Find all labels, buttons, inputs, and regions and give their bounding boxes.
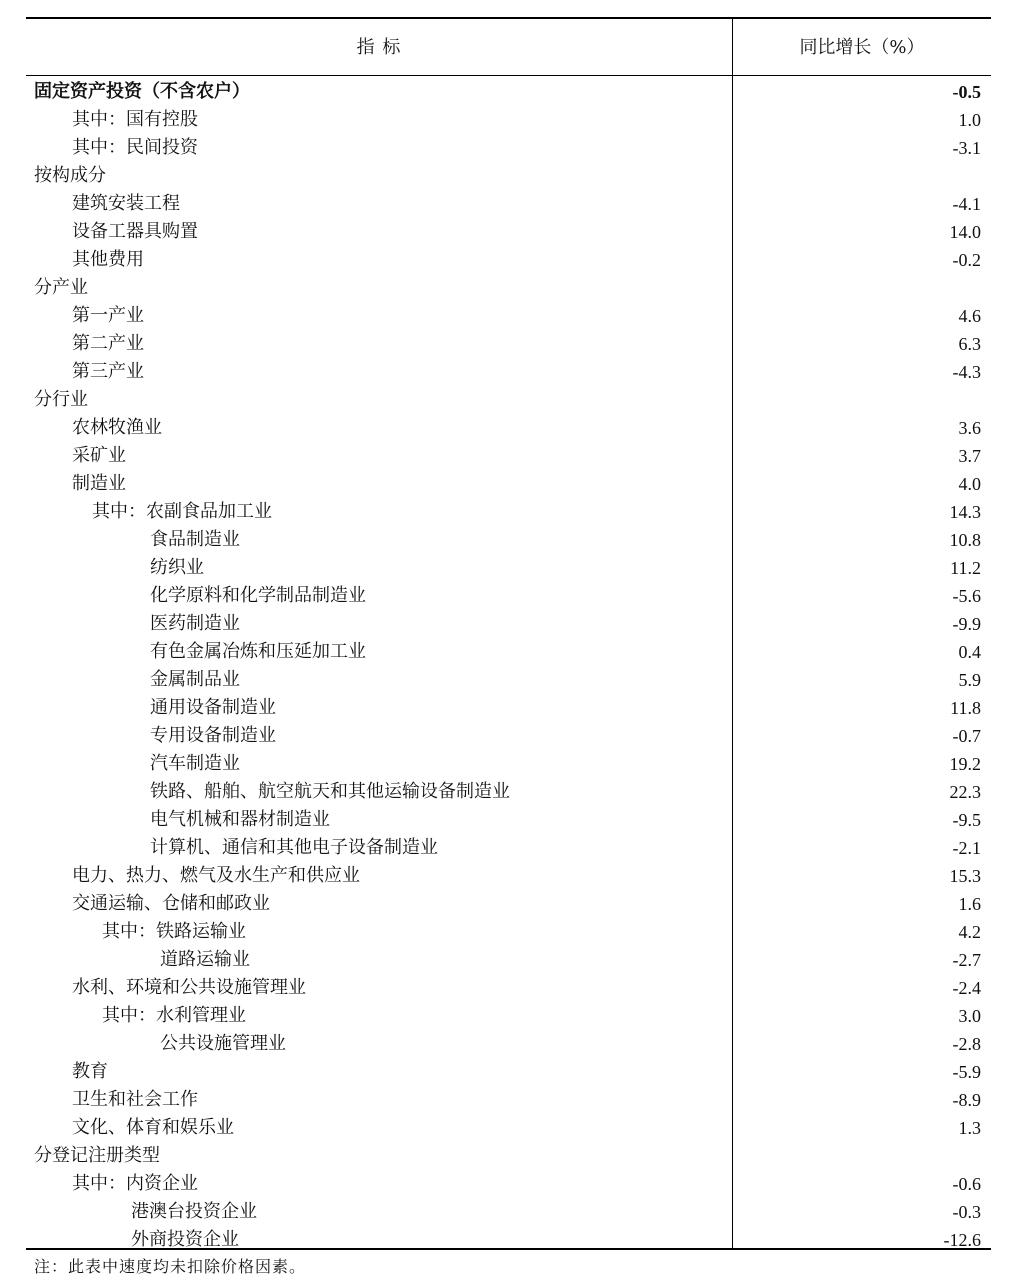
- table-row: [26, 470, 991, 498]
- table-row: [26, 862, 991, 890]
- row-label: 其中：国有控股: [72, 109, 198, 130]
- row-label: 第三产业: [72, 361, 144, 382]
- row-value: -2.1: [952, 838, 981, 858]
- row-value: 4.0: [958, 474, 981, 494]
- row-value: 4.2: [958, 922, 981, 942]
- row-value: 10.8: [949, 530, 981, 550]
- row-value: -5.9: [952, 1062, 981, 1082]
- row-value: 14.0: [949, 222, 981, 242]
- row-label: 其他费用: [72, 249, 144, 270]
- row-value: -2.8: [952, 1034, 981, 1054]
- row-label: 汽车制造业: [150, 753, 240, 774]
- row-label: 医药制造业: [150, 613, 240, 634]
- row-label: 道路运输业: [160, 949, 250, 970]
- table-row: [26, 246, 991, 274]
- table-row: [26, 638, 991, 666]
- table-row: [26, 890, 991, 918]
- table-row: [26, 974, 991, 1002]
- table-row: [26, 1030, 991, 1058]
- table-row: [26, 1170, 991, 1198]
- table-row: [26, 1002, 991, 1030]
- table-row: [26, 1142, 991, 1170]
- row-value: 3.0: [958, 1006, 981, 1026]
- table-body: [26, 78, 991, 1254]
- row-label: 外商投资企业: [131, 1229, 239, 1250]
- table-row: [26, 610, 991, 638]
- row-value: -2.7: [952, 950, 981, 970]
- row-value: -12.6: [943, 1230, 981, 1250]
- table-row: [26, 1226, 991, 1254]
- row-label: 设备工器具购置: [72, 221, 198, 242]
- row-value: 11.2: [950, 558, 981, 578]
- row-value: -4.3: [952, 362, 981, 382]
- table-row: [26, 190, 991, 218]
- table-row: [26, 218, 991, 246]
- row-label: 第一产业: [72, 305, 144, 326]
- row-label: 水利、环境和公共设施管理业: [72, 977, 306, 998]
- row-label: 其中：铁路运输业: [102, 921, 246, 942]
- row-label: 农林牧渔业: [72, 417, 162, 438]
- row-value: 3.6: [958, 418, 981, 438]
- row-value: -9.5: [952, 810, 981, 830]
- table-row: [26, 526, 991, 554]
- table-row: [26, 386, 991, 414]
- row-value: -0.2: [952, 250, 981, 270]
- table-row: [26, 330, 991, 358]
- table-row: [26, 582, 991, 610]
- table-row: [26, 134, 991, 162]
- table-row: [26, 1086, 991, 1114]
- table-row: [26, 162, 991, 190]
- row-value: 19.2: [949, 754, 981, 774]
- row-label: 卫生和社会工作: [72, 1089, 198, 1110]
- header-indicator: 指 标: [356, 37, 402, 58]
- table-row: [26, 918, 991, 946]
- table-row: [26, 554, 991, 582]
- table-row: [26, 694, 991, 722]
- row-value: 5.9: [958, 670, 981, 690]
- row-label: 电力、热力、燃气及水生产和供应业: [72, 865, 360, 886]
- row-label: 文化、体育和娱乐业: [72, 1117, 234, 1138]
- row-value: -3.1: [952, 138, 981, 158]
- row-label: 化学原料和化学制品制造业: [150, 585, 366, 606]
- table-row: [26, 414, 991, 442]
- row-value: 11.8: [950, 698, 981, 718]
- row-label: 专用设备制造业: [150, 725, 276, 746]
- row-value: 1.3: [958, 1118, 981, 1138]
- row-label: 固定资产投资（不含农户）: [34, 81, 250, 102]
- table-row: [26, 1058, 991, 1086]
- row-label: 其中：内资企业: [72, 1173, 198, 1194]
- row-value: -8.9: [952, 1090, 981, 1110]
- row-value: -0.5: [952, 82, 981, 102]
- investment-table: [26, 17, 991, 1250]
- table-row: [26, 1198, 991, 1226]
- row-value: -4.1: [952, 194, 981, 214]
- row-label: 电气机械和器材制造业: [150, 809, 330, 830]
- row-label: 教育: [72, 1061, 108, 1082]
- table-row: [26, 274, 991, 302]
- row-value: 14.3: [949, 502, 981, 522]
- row-value: 15.3: [949, 866, 981, 886]
- row-value: -0.3: [952, 1202, 981, 1222]
- table-row: [26, 834, 991, 862]
- row-label: 金属制品业: [150, 669, 240, 690]
- row-label: 制造业: [72, 473, 126, 494]
- table-row: [26, 302, 991, 330]
- row-label: 通用设备制造业: [150, 697, 276, 718]
- table-row: [26, 806, 991, 834]
- row-value: -2.4: [952, 978, 981, 998]
- row-label: 分登记注册类型: [34, 1145, 160, 1166]
- table-row: [26, 442, 991, 470]
- row-value: 6.3: [958, 334, 981, 354]
- row-value: 0.4: [958, 642, 981, 662]
- row-label: 建筑安装工程: [72, 193, 180, 214]
- row-label: 其中：民间投资: [72, 137, 198, 158]
- row-label: 第二产业: [72, 333, 144, 354]
- row-label: 交通运输、仓储和邮政业: [72, 893, 270, 914]
- row-value: 4.6: [958, 306, 981, 326]
- row-label: 其中：水利管理业: [102, 1005, 246, 1026]
- row-label: 有色金属冶炼和压延加工业: [150, 641, 366, 662]
- table-header: [26, 19, 991, 76]
- row-value: -9.9: [952, 614, 981, 634]
- table-row: [26, 358, 991, 386]
- row-label: 分行业: [34, 389, 88, 410]
- row-label: 采矿业: [72, 445, 126, 466]
- row-value: 1.0: [958, 110, 981, 130]
- table-row: [26, 722, 991, 750]
- row-label: 公共设施管理业: [160, 1033, 286, 1054]
- row-value: -0.6: [952, 1174, 981, 1194]
- table-row: [26, 946, 991, 974]
- row-label: 铁路、船舶、航空航天和其他运输设备制造业: [150, 781, 510, 802]
- header-growth: 同比增长（%）: [799, 37, 925, 58]
- row-label: 其中：农副食品加工业: [92, 501, 272, 522]
- table-row: [26, 750, 991, 778]
- row-value: 1.6: [958, 894, 981, 914]
- table-row: [26, 778, 991, 806]
- row-value: -0.7: [952, 726, 981, 746]
- table-row: [26, 106, 991, 134]
- row-label: 港澳台投资企业: [131, 1201, 257, 1222]
- row-label: 纺织业: [150, 557, 204, 578]
- table-row: [26, 498, 991, 526]
- table-row: [26, 1114, 991, 1142]
- row-label: 按构成分: [34, 165, 106, 186]
- row-value: 22.3: [949, 782, 981, 802]
- table-row: [26, 78, 991, 106]
- row-label: 分产业: [34, 277, 88, 298]
- row-value: 3.7: [958, 446, 981, 466]
- row-value: -5.6: [952, 586, 981, 606]
- row-label: 食品制造业: [150, 529, 240, 550]
- row-label: 计算机、通信和其他电子设备制造业: [150, 837, 438, 858]
- table-note: 注：此表中速度均未扣除价格因素。: [34, 1257, 307, 1276]
- table-row: [26, 666, 991, 694]
